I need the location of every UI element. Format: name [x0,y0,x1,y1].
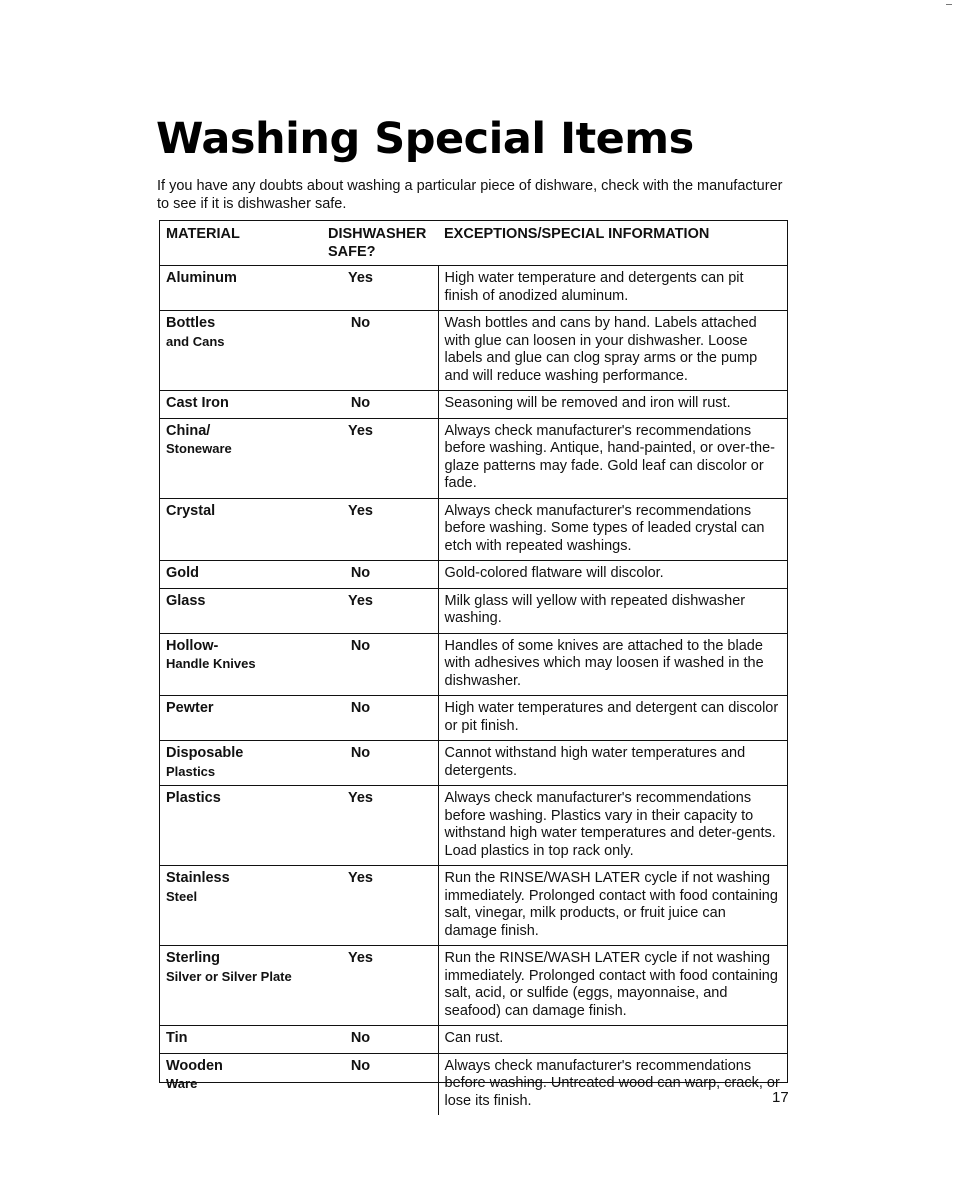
dishwasher-safe-cell [328,741,438,786]
material-name: Gold [166,565,200,581]
dishwasher-safe-value: No [350,565,371,581]
exception-info-cell: High water temperatures and detergent can discolor or pit finish. [438,696,787,741]
material-name: Cast Iron [166,395,229,411]
material-name: Crystal [166,502,216,519]
material-cell [160,696,328,741]
material-cell [160,311,328,391]
table-row [160,786,787,866]
material-name: Sterling [166,950,220,966]
page-number: 17 [772,1089,789,1106]
material-name-cont: Stoneware [166,441,232,456]
material-name: Tin [166,1030,188,1046]
dishwasher-safe-cell [328,946,438,1026]
material-cell [160,1026,328,1054]
table-row [160,866,787,946]
dishwasher-safe-value: No [350,395,371,411]
material-name: Glass [166,592,206,609]
header-material: MATERIAL [160,221,328,266]
dishwasher-safe-cell [328,786,438,866]
exception-info-cell: Wash bottles and cans by hand. Labels attached with glue can loosen in your dishwasher. Loose labels and glue can clog spray arms or the pump and will reduce washing performance. [438,311,787,391]
dishwasher-safe-value: No [350,745,371,761]
dishwasher-safe-cell [328,498,438,561]
exception-info-cell: Always check manufacturer's recommendations before washing. Some types of leaded crystal can etch with repeated washings. [438,498,787,561]
dishwasher-safe-cell [328,418,438,498]
material-name-cont: Plastics [166,763,216,779]
page-title: Washing Special Items [156,114,694,164]
dishwasher-safe-value: No [350,700,371,716]
exception-info-cell: High water temperature and detergents can pit finish of anodized aluminum. [438,266,787,311]
exception-info-cell: Gold-colored flatware will discolor. [438,561,787,589]
table-row [160,588,787,633]
material-name: Disposable [166,745,244,761]
table-body [160,266,787,1116]
dishwasher-safe-cell [328,266,438,311]
material-cell [160,266,328,311]
dishwasher-safe-cell [328,633,438,696]
dishwasher-safe-value: Yes [348,270,373,286]
material-name: Plastics [166,790,221,806]
exception-info-cell: Seasoning will be removed and iron will rust. [438,391,787,419]
material-name: Aluminum [166,270,237,286]
table-row [160,633,787,696]
material-cell [160,391,328,419]
table-row [160,266,787,311]
dishwasher-safe-value: No [350,637,371,654]
exception-info-cell: Run the RINSE/WASH LATER cycle if not washing immediately. Prolonged contact with food containing salt, acid, or sulfide (eggs, mayonnaise, and seafood) can damage finish. [438,946,787,1026]
table-header-row [160,221,787,266]
material-name: Bottles [166,315,216,331]
material-name-cont: Handle Knives [166,656,256,671]
exception-info-cell: Milk glass will yellow with repeated dishwasher washing. [438,588,787,633]
material-name: Hollow- [166,637,219,654]
table-row [160,696,787,741]
dishwasher-safe-value: Yes [348,790,373,806]
material-name-cont: and Cans [166,333,225,349]
material-name-cont: Steel [166,888,198,904]
material-name-cont: Silver or Silver Plate [166,968,292,984]
material-name: Pewter [166,700,214,716]
dishwasher-safe-cell [328,391,438,419]
table-row [160,418,787,498]
material-cell [160,418,328,498]
table-row [160,498,787,561]
exception-info-cell: Always check manufacturer's recommendations before washing. Antique, hand-painted, or over-the-glaze patterns may fade. Gold leaf can discolor or fade. [438,418,787,498]
material-cell [160,498,328,561]
dishwasher-safe-value: Yes [348,502,373,519]
material-cell [160,866,328,946]
intro-paragraph: If you have any doubts about washing a particular piece of dishware, check with the manufacturer to see if it is dishwasher safe. [157,178,783,212]
dishwasher-safe-value: No [350,1057,371,1074]
dishwasher-safe-cell [328,866,438,946]
dishwasher-safe-value: Yes [348,422,373,439]
dishwasher-safe-value: Yes [348,950,373,966]
material-name: China/ [166,422,211,439]
exception-info-cell: Always check manufacturer's recommendations before washing. Plastics vary in their capacity to withstand high water temperatures and deter-gents. Load plastics in top rack only. [438,786,787,866]
dishwasher-safe-cell [328,1053,438,1115]
dishwasher-safe-cell [328,588,438,633]
exception-info-cell: Run the RINSE/WASH LATER cycle if not washing immediately. Prolonged contact with food containing salt, vinegar, milk products, or fruit juice can damage finish. [438,866,787,946]
table-row [160,561,787,589]
table-row [160,741,787,786]
exception-info-cell: Cannot withstand high water temperatures and detergents. [438,741,787,786]
material-cell [160,633,328,696]
table-row [160,946,787,1026]
dishwasher-safe-cell [328,311,438,391]
material-cell [160,588,328,633]
dishwasher-safe-value: Yes [348,592,373,609]
exception-info-cell: Always check manufacturer's recommendations before washing. Untreated wood can warp, crack, or lose its finish. [438,1053,787,1115]
table-row [160,391,787,419]
material-cell [160,786,328,866]
dishwasher-safe-cell [328,1026,438,1054]
dishwasher-safe-cell [328,561,438,589]
material-cell [160,561,328,589]
table-row [160,1053,787,1115]
header-exceptions: EXCEPTIONS/SPECIAL INFORMATION [438,221,787,266]
header-dishwasher-safe: DISHWASHER SAFE? [328,221,438,266]
exception-info-cell: Can rust. [438,1026,787,1054]
table-row [160,1026,787,1054]
dishwasher-safe-value: No [350,315,371,331]
edge-mark [946,4,952,5]
material-cell [160,1053,328,1115]
material-cell [160,741,328,786]
exception-info-cell: Handles of some knives are attached to the blade with adhesives which may loosen if washed in the dishwasher. [438,633,787,696]
material-name: Stainless [166,870,230,886]
dishwasher-safe-value: Yes [348,870,373,886]
material-cell [160,946,328,1026]
material-name-cont: Ware [166,1076,198,1091]
table-row [160,311,787,391]
dishwasher-safe-value: No [350,1030,371,1046]
dishwasher-safe-cell [328,696,438,741]
material-name: Wooden [166,1057,223,1074]
